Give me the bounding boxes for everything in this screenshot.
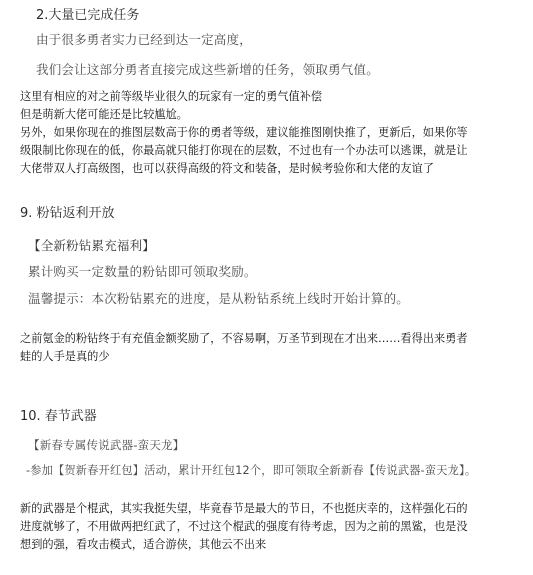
section-10-quote-line: 【新春专属传说武器-蛮天龙】 bbox=[28, 438, 185, 452]
paragraph-line: 但是萌新大佬可能还是比较尴尬。 bbox=[20, 108, 188, 121]
paragraph-line: 想到的强，看攻击模式，适合游侠，其他云不出来 bbox=[20, 538, 267, 551]
paragraph-line: 另外，如果你现在的推图层数高于你的勇者等级，建议能推图刚快推了，更新后，如果你等 bbox=[20, 126, 468, 139]
section-10-paragraph bbox=[20, 500, 525, 554]
section-9-title: 9. 粉钻返利开放 bbox=[20, 206, 115, 221]
section-2-quote-line: 由于很多勇者实力已经到达一定高度， bbox=[36, 32, 252, 47]
paragraph-line: 大佬带双人打高级图，也可以获得高级的符文和装备，是时候考验你和大佬的友谊了 bbox=[20, 162, 434, 175]
paragraph-line: 之前氪金的粉钻终于有充值金额奖励了，不容易啊，万圣节到现在才出来……看得出来勇者 bbox=[20, 332, 468, 345]
section-2-quote-line: 我们会让这部分勇者直接完成这些新增的任务，领取勇气值。 bbox=[36, 62, 379, 77]
paragraph-line: 这里有相应的对之前等级毕业很久的玩家有一定的勇气值补偿 bbox=[20, 90, 323, 103]
paragraph-line: 蛙的人手是真的少 bbox=[20, 350, 110, 363]
section-9-paragraph bbox=[20, 330, 525, 366]
section-9-quote-line: 累计购买一定数量的粉钻即可领取奖励。 bbox=[28, 264, 257, 279]
section-9-quote-line: 温馨提示：本次粉钻累充的进度，是从粉钻系统上线时开始计算的。 bbox=[28, 291, 410, 306]
section-9-quote-line: 【全新粉钻累充福利】 bbox=[28, 238, 156, 253]
section-10-quote-line: -参加【贺新春开红包】活动，累计开红包12个，即可领取全新新春【传说武器-蛮天龙】。 bbox=[26, 464, 477, 477]
section-2-title: 2.大量已完成任务 bbox=[36, 8, 140, 23]
paragraph-line: 级限制比你现在的低，你最高就只能打你现在的层数，不过也有一个办法可以逃课，就是让 bbox=[20, 144, 468, 157]
section-10-title: 10. 春节武器 bbox=[20, 409, 97, 424]
paragraph-line: 进度就够了，不用做两把红武了，不过这个棍武的强度有待考虑，因为之前的黑鲨，也是没 bbox=[20, 520, 468, 533]
paragraph-line: 新的武器是个棍武，其实我挺失望，毕竟春节是最大的节日，不也挺庆幸的，这样强化石的 bbox=[20, 502, 468, 515]
section-2-paragraph bbox=[20, 88, 525, 178]
